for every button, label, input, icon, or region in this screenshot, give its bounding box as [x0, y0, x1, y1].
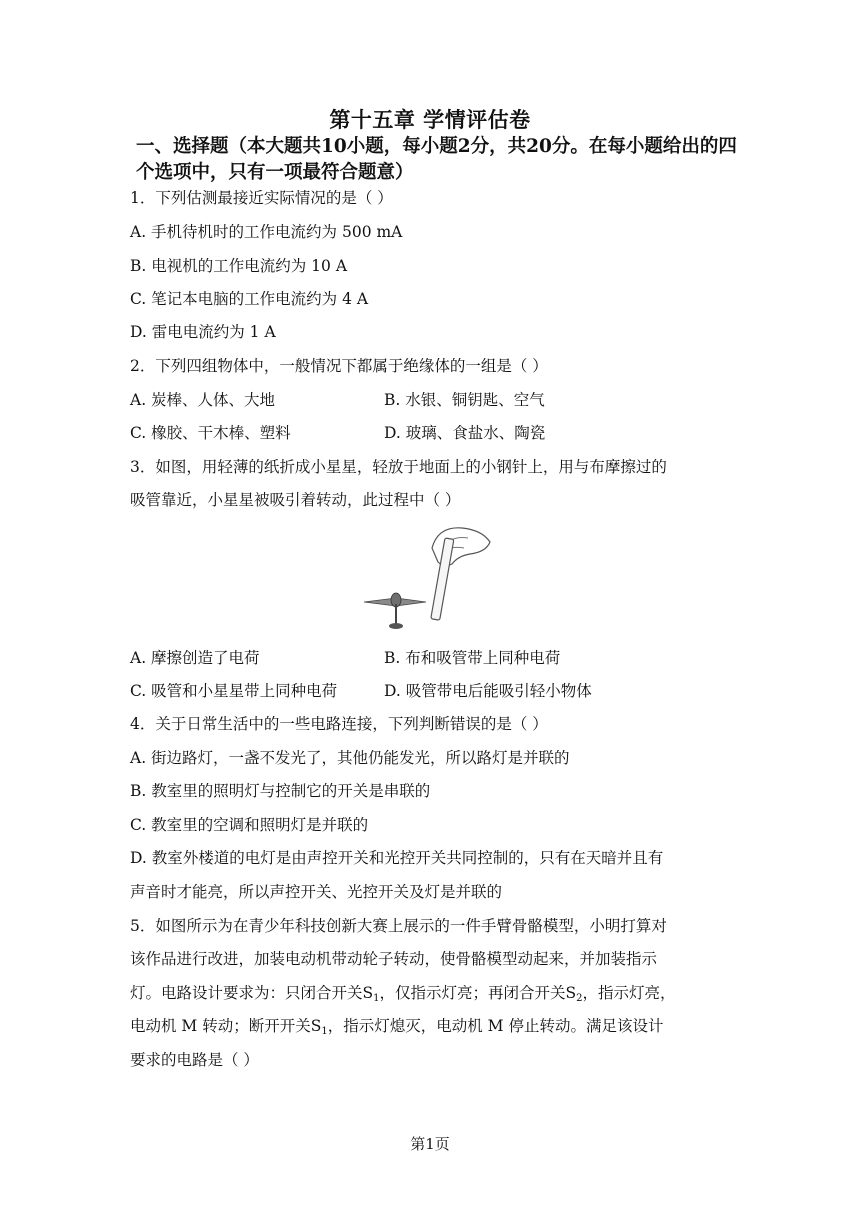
- page-title: 第十五章 学情评估卷: [329, 107, 531, 132]
- section-heading: 一、选择题（本大题共10小题，每小题2分，共20分。在每小题给出的四个选项中，只有一项最符合题意）: [136, 136, 737, 183]
- question-4-option-c: C. 教室里的空调和照明灯是并联的: [130, 816, 369, 834]
- question-2-option-c: C. 橡胶、干木棒、塑料: [130, 424, 291, 442]
- question-5-line-3-text-a: 灯。电路设计要求为：只闭合开关S: [130, 984, 374, 1002]
- question-4-option-d-line-1: D. 教室外楼道的电灯是由声控开关和光控开关共同控制的，只有在天暗并且有: [130, 849, 664, 867]
- needle-base-icon: [389, 623, 403, 629]
- switch-s1-subscript: 1: [373, 993, 380, 1004]
- question-5-line-4-text-b: ，指示灯熄灭，电动机 M 停止转动。满足该设计: [327, 1017, 664, 1035]
- switch-s2-subscript: 2: [576, 993, 583, 1004]
- question-1-option-a: A. 手机待机时的工作电流约为 500 mA: [130, 223, 403, 241]
- question-5-line-5: 要求的电路是（ ）: [130, 1051, 259, 1069]
- question-1-option-c: C. 笔记本电脑的工作电流约为 4 A: [130, 290, 369, 308]
- question-1-option-b: B. 电视机的工作电流约为 10 A: [130, 257, 348, 275]
- question-4-option-b: B. 教室里的照明灯与控制它的开关是串联的: [130, 782, 431, 800]
- question-3-option-d: D. 吸管带电后能吸引轻小物体: [384, 682, 592, 700]
- question-5-line-1: 5．如图所示为在青少年科技创新大赛上展示的一件手臂骨骼模型，小明打算对: [130, 917, 667, 935]
- question-3-option-b: B. 布和吸管带上同种电荷: [384, 649, 561, 667]
- page-number: 第1页: [410, 1135, 450, 1153]
- question-3-option-a: A. 摩擦创造了电荷: [130, 649, 260, 667]
- switch-s1-subscript-2: 1: [321, 1026, 328, 1037]
- star-straw-figure: [360, 518, 510, 636]
- question-3-option-c: C. 吸管和小星星带上同种电荷: [130, 682, 338, 700]
- question-2-option-b: B. 水银、铜钥匙、空气: [384, 391, 545, 409]
- question-2-option-d: D. 玻璃、食盐水、陶瓷: [384, 424, 546, 442]
- question-5-line-3: [130, 983, 676, 1009]
- question-1-stem: 1．下列估测最接近实际情况的是（ ）: [130, 189, 393, 207]
- question-3-stem-line-2: 吸管靠近，小星星被吸引着转动，此过程中（ ）: [130, 491, 461, 509]
- question-2-option-a: A. 炭棒、人体、大地: [130, 391, 276, 409]
- question-5-line-3-text-b: ，仅指示灯亮；再闭合开关S: [379, 984, 577, 1002]
- question-4-option-a: A. 街边路灯，一盏不发光了，其他仍能发光，所以路灯是并联的: [130, 749, 570, 767]
- question-5-line-2: 该作品进行改进，加装电动机带动轮子转动，使骨骼模型动起来，并加装指示: [130, 950, 658, 968]
- question-1-option-d: D. 雷电电流约为 1 A: [130, 323, 276, 341]
- question-2-stem: 2．下列四组物体中，一般情况下都属于绝缘体的一组是（ ）: [130, 357, 548, 375]
- question-3-stem-line-1: 3．如图，用轻薄的纸折成小星星，轻放于地面上的小钢针上，用与布摩擦过的: [130, 458, 667, 476]
- question-5-line-4-text-a: 电动机 M 转动；断开开关S: [130, 1017, 322, 1035]
- question-4-stem: 4．关于日常生活中的一些电路连接，下列判断错误的是（ ）: [130, 715, 548, 733]
- question-5-line-3-text-c: ，指示灯亮，: [582, 984, 676, 1002]
- question-5-line-4: [130, 1016, 663, 1042]
- question-4-option-d-line-2: 声音时才能亮，所以声控开关、光控开关及灯是并联的: [130, 883, 503, 901]
